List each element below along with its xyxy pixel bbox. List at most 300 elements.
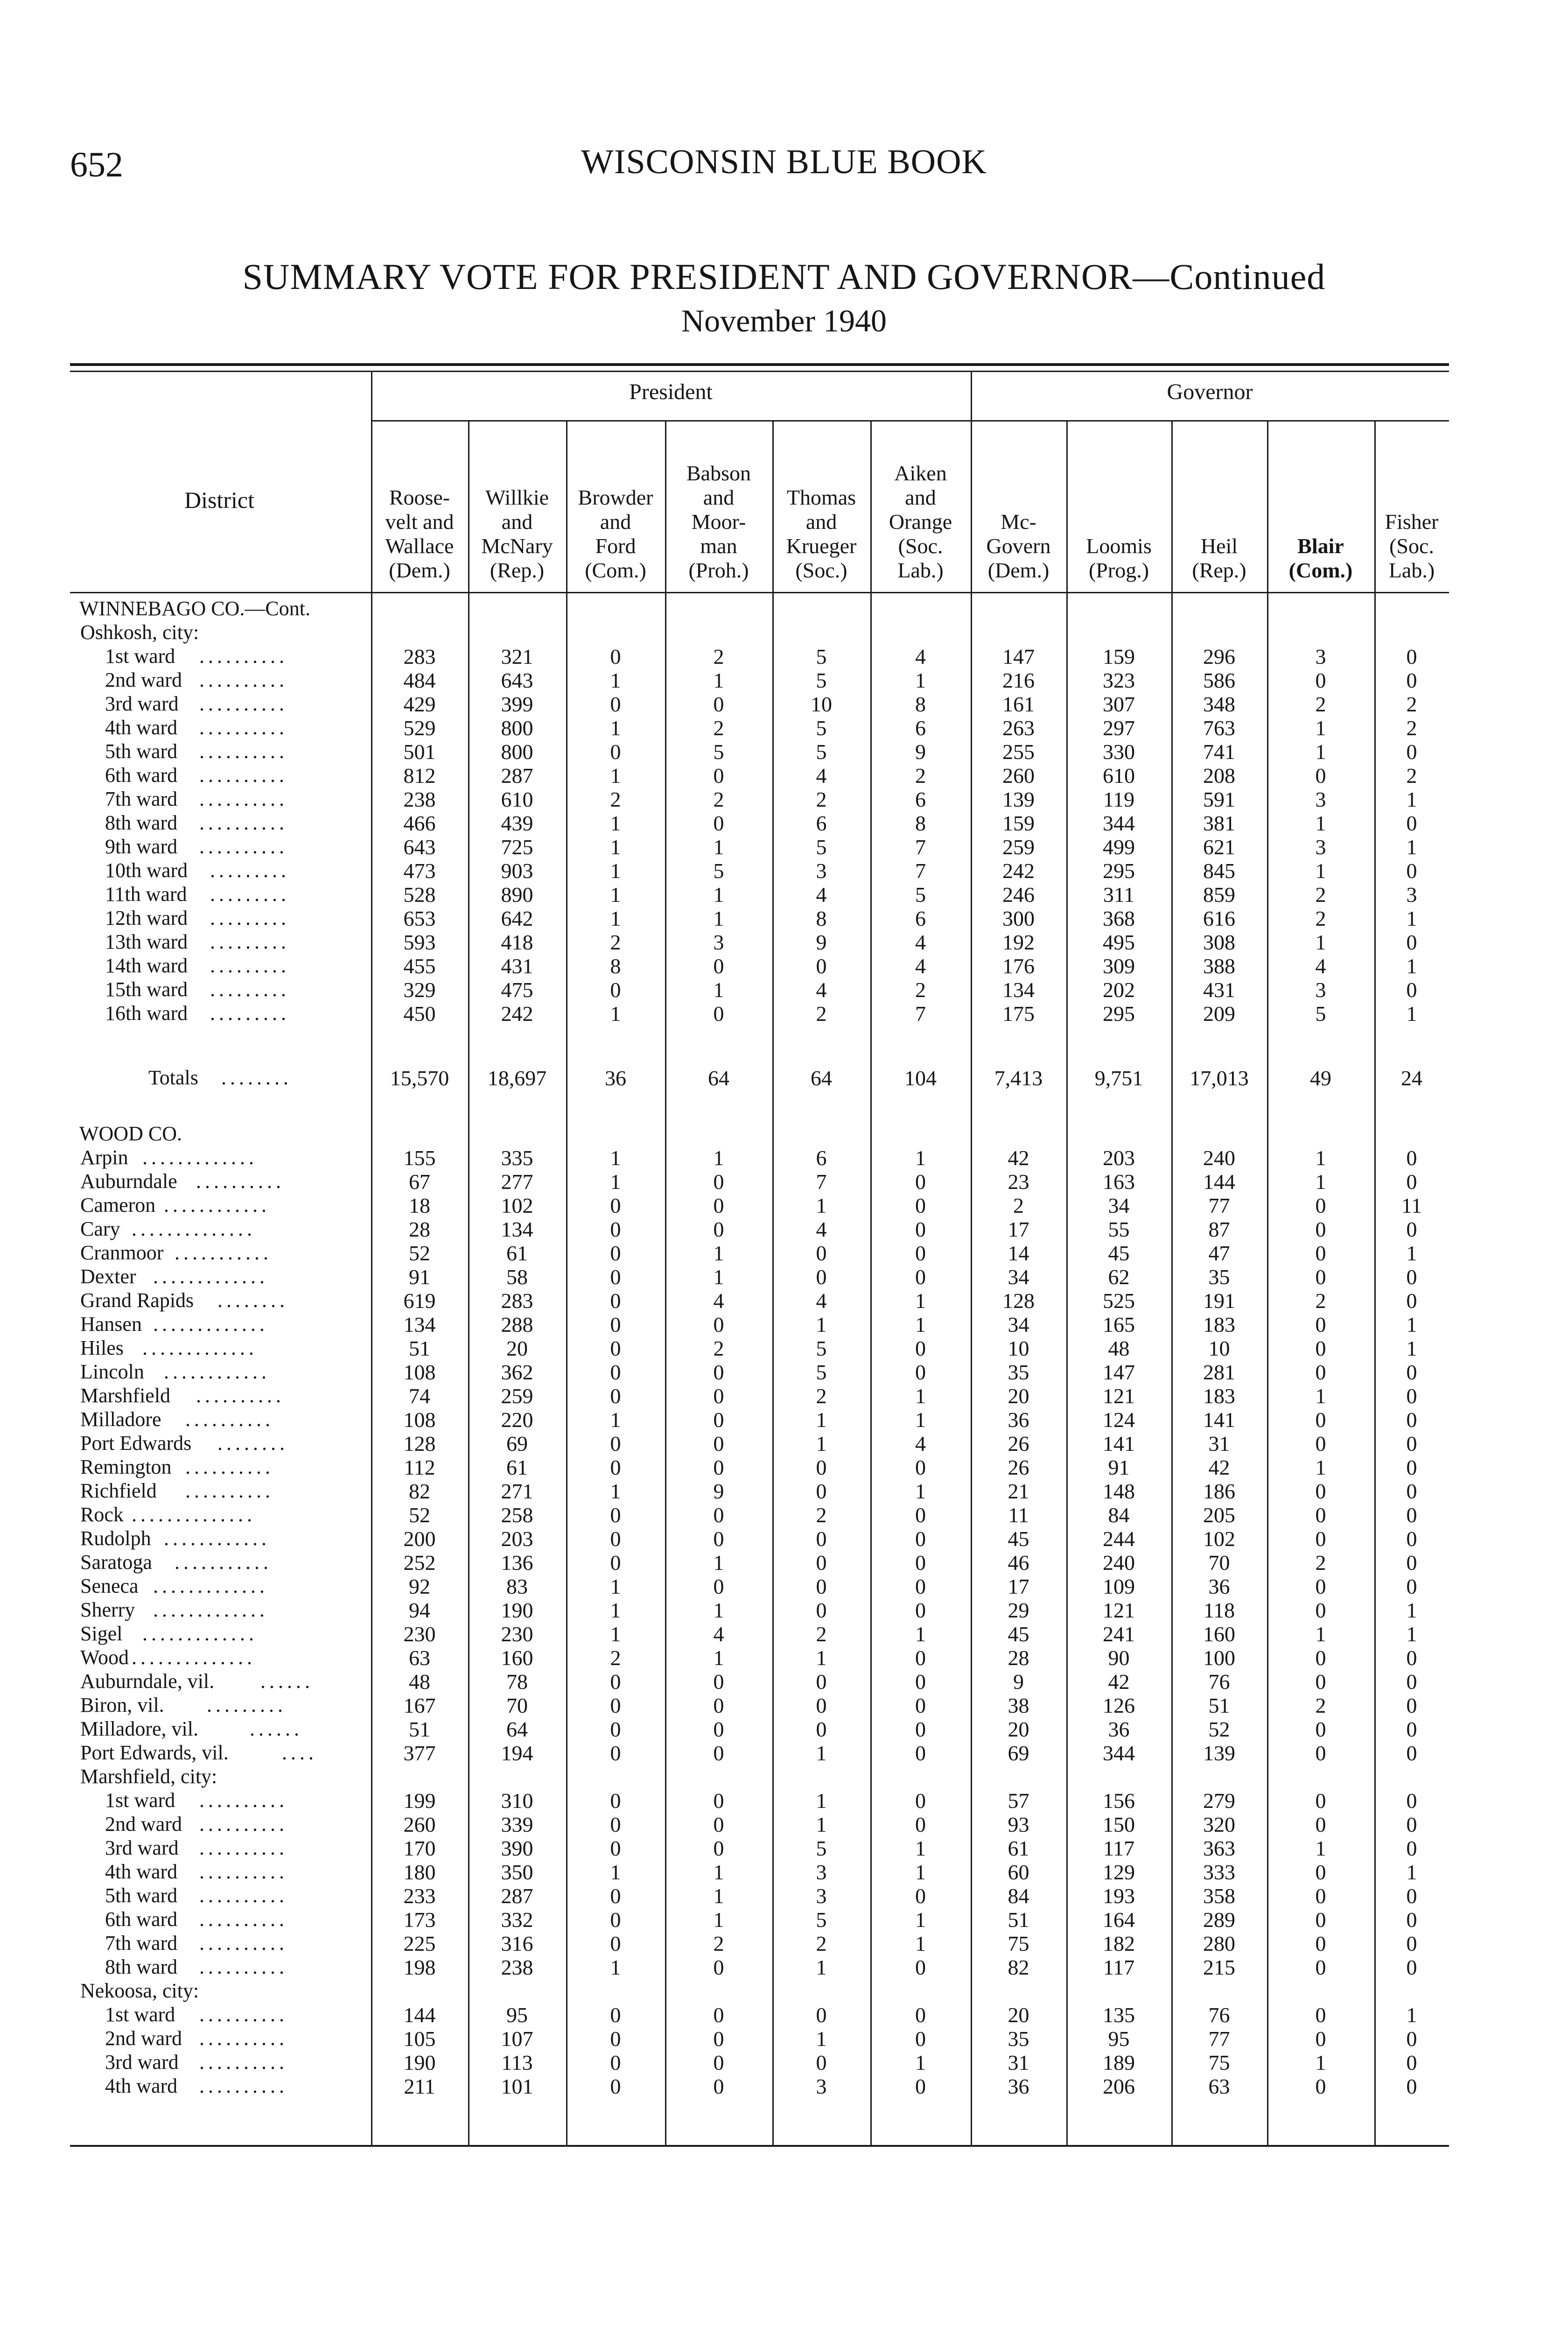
table-cell: 0	[915, 1884, 926, 1908]
table-cell: 6	[915, 787, 926, 811]
table-cell: 5	[713, 859, 724, 883]
table-cell: 118	[1203, 1598, 1235, 1622]
table-cell: 2	[1406, 716, 1417, 740]
table-cell: 0	[1406, 1455, 1417, 1479]
table-cell: 0	[1406, 1646, 1417, 1670]
table-cell: 107	[501, 2027, 533, 2051]
table-cell: 121	[1103, 1598, 1135, 1622]
table-cell: 117	[1103, 1955, 1135, 1979]
table-cell: 0	[816, 954, 827, 978]
table-cell: 399	[501, 692, 533, 716]
table-cell: 1	[816, 1813, 827, 1836]
table-cell: 198	[403, 1955, 436, 1979]
table-cell: 7	[915, 1002, 926, 1026]
table-cell: 0	[1406, 1360, 1417, 1384]
table-cell: 311	[1103, 883, 1135, 907]
table-cell: 431	[1203, 978, 1235, 1002]
dot-leader: .........	[210, 883, 290, 906]
table-cell: 1	[816, 1741, 827, 1765]
dot-leader: ..........	[199, 2027, 288, 2050]
table-cell: 48	[409, 1670, 430, 1694]
table-cell: 94	[409, 1598, 430, 1622]
table-cell: 0	[1315, 1670, 1326, 1694]
table-cell: 191	[1203, 1289, 1235, 1313]
table-cell: 621	[1203, 835, 1235, 859]
table-cell: 0	[713, 1432, 724, 1455]
table-cell: 0	[816, 1598, 827, 1622]
table-cell: 105	[403, 2027, 436, 2051]
row-label: Sherry	[80, 1598, 135, 1621]
table-cell: 333	[1203, 1860, 1235, 1884]
table-cell: 192	[1002, 930, 1035, 954]
table-cell: 95	[1108, 2027, 1130, 2051]
table-cell: 112	[404, 1455, 435, 1479]
table-cell: 82	[409, 1479, 430, 1503]
table-cell: 653	[403, 907, 436, 930]
table-cell: 0	[713, 1002, 724, 1026]
table-cell: 0	[816, 2003, 827, 2027]
table-cell: 18,697	[487, 1066, 547, 1090]
table-cell: 0	[1315, 1313, 1326, 1336]
table-cell: 332	[501, 1908, 533, 1932]
table-cell: 1	[610, 716, 621, 740]
table-cell: 0	[1406, 1836, 1417, 1860]
table-cell: 6	[915, 716, 926, 740]
table-cell: 70	[506, 1694, 528, 1717]
table-cell: 0	[610, 1694, 621, 1717]
table-cell: 643	[501, 668, 533, 692]
row-label: Nekoosa, city:	[80, 1979, 199, 2002]
table-cell: 156	[1103, 1789, 1135, 1813]
row-label: Sigel	[80, 1622, 123, 1645]
table-cell: 1	[915, 2051, 926, 2074]
table-cell: 5	[915, 883, 926, 907]
table-cell: 1	[713, 835, 724, 859]
table-cell: 173	[403, 1908, 436, 1932]
row-label: Grand Rapids	[80, 1289, 194, 1312]
table-cell: 0	[610, 1289, 621, 1313]
dot-leader: .........	[207, 1694, 287, 1716]
table-cell: 82	[1008, 1955, 1029, 1979]
row-label: 5th ward	[105, 740, 178, 763]
table-cell: 255	[1002, 740, 1035, 764]
row-label: 4th ward	[105, 716, 178, 739]
table-cell: 26	[1008, 1432, 1029, 1455]
table-cell: 339	[501, 1813, 533, 1836]
table-cell: 283	[501, 1289, 533, 1313]
table-cell: 8	[915, 811, 926, 835]
table-cell: 45	[1108, 1241, 1130, 1265]
row-label: Port Edwards	[80, 1432, 192, 1455]
table-cell: 619	[403, 1289, 436, 1313]
table-cell: 1	[1406, 1241, 1417, 1265]
rule-group	[371, 420, 1449, 422]
table-cell: 36	[1208, 1575, 1230, 1598]
table-cell: 1	[1315, 1384, 1326, 1408]
table-cell: 1	[1406, 787, 1417, 811]
table-cell: 812	[403, 764, 436, 787]
table-cell: 2	[610, 787, 621, 811]
column-header: Heil (Rep.)	[1192, 534, 1246, 582]
dot-leader: ..........	[199, 2051, 288, 2074]
dot-leader: ..........	[199, 787, 288, 810]
table-cell: 0	[1315, 1217, 1326, 1241]
table-cell: 890	[501, 883, 533, 907]
table-cell: 23	[1008, 1170, 1029, 1194]
table-cell: 3	[1315, 787, 1326, 811]
table-cell: 1	[713, 883, 724, 907]
table-cell: 0	[1406, 668, 1417, 692]
table-cell: 9	[816, 930, 827, 954]
table-cell: 0	[915, 1670, 926, 1694]
table-cell: 45	[1008, 1527, 1029, 1551]
table-cell: 52	[1208, 1717, 1230, 1741]
dot-leader: ......	[260, 1670, 314, 1693]
table-cell: 100	[1203, 1646, 1235, 1670]
table-cell: 1	[1406, 1598, 1417, 1622]
table-cell: 5	[816, 1908, 827, 1932]
table-cell: 7,413	[994, 1066, 1043, 1090]
table-cell: 129	[1103, 1860, 1135, 1884]
table-cell: 35	[1208, 1265, 1230, 1289]
table-cell: 28	[1008, 1646, 1029, 1670]
row-label: 5th ward	[105, 1884, 178, 1907]
table-cell: 1	[915, 1289, 926, 1313]
table-cell: 0	[816, 2051, 827, 2074]
table-cell: 21	[1008, 1479, 1029, 1503]
page-title: SUMMARY VOTE FOR PRESIDENT AND GOVERNOR—Continued	[242, 256, 1326, 297]
table-cell: 1	[915, 668, 926, 692]
table-cell: 0	[610, 740, 621, 764]
table-cell: 77	[1208, 1194, 1230, 1217]
table-cell: 0	[915, 1717, 926, 1741]
table-cell: 238	[403, 787, 436, 811]
table-cell: 20	[1008, 1384, 1029, 1408]
table-cell: 230	[501, 1622, 533, 1646]
table-cell: 0	[1315, 1336, 1326, 1360]
table-cell: 0	[713, 1717, 724, 1741]
table-cell: 1	[816, 1955, 827, 1979]
table-cell: 0	[713, 1527, 724, 1551]
table-cell: 0	[915, 1575, 926, 1598]
table-cell: 17	[1008, 1217, 1029, 1241]
row-label: Totals	[148, 1066, 198, 1089]
table-cell: 233	[403, 1884, 436, 1908]
table-cell: 1	[713, 1146, 724, 1170]
table-cell: 1	[713, 1241, 724, 1265]
table-cell: 329	[403, 978, 436, 1002]
book-title: WISCONSIN BLUE BOOK	[581, 143, 987, 181]
table-cell: 29	[1008, 1598, 1029, 1622]
table-cell: 0	[610, 1789, 621, 1813]
row-label: Wood	[80, 1646, 129, 1669]
table-cell: 350	[501, 1860, 533, 1884]
table-cell: 199	[403, 1789, 436, 1813]
row-label: Rudolph	[80, 1527, 151, 1550]
table-cell: 330	[1103, 740, 1135, 764]
row-label: Arpin	[80, 1146, 128, 1169]
table-cell: 189	[1103, 2051, 1135, 2074]
table-cell: 800	[501, 740, 533, 764]
column-header: Aiken and Orange (Soc. Lab.)	[889, 461, 952, 582]
table-cell: 0	[1406, 978, 1417, 1002]
table-cell: 194	[501, 1741, 533, 1765]
table-cell: 34	[1108, 1194, 1130, 1217]
table-cell: 34	[1008, 1265, 1029, 1289]
table-cell: 0	[1315, 1408, 1326, 1432]
table-cell: 1	[713, 1860, 724, 1884]
table-cell: 0	[610, 1717, 621, 1741]
table-cell: 1	[1406, 2003, 1417, 2027]
page-subtitle: November 1940	[681, 303, 887, 338]
table-cell: 190	[501, 1598, 533, 1622]
table-cell: 141	[1203, 1408, 1235, 1432]
table-cell: 2	[816, 1503, 827, 1527]
table-cell: 0	[713, 954, 724, 978]
table-cell: 1	[1315, 1622, 1326, 1646]
table-cell: 0	[915, 1503, 926, 1527]
table-cell: 220	[501, 1408, 533, 1432]
table-cell: 0	[1406, 811, 1417, 835]
table-cell: 147	[1103, 1360, 1135, 1384]
table-cell: 147	[1002, 645, 1035, 668]
table-cell: 1	[610, 764, 621, 787]
dot-leader: ..........	[185, 1479, 274, 1502]
table-cell: 0	[1315, 1265, 1326, 1289]
table-cell: 51	[1208, 1694, 1230, 1717]
table-cell: 0	[713, 1217, 724, 1241]
table-cell: 0	[915, 1551, 926, 1575]
table-cell: 0	[1315, 1789, 1326, 1813]
table-cell: 280	[1203, 1932, 1235, 1955]
table-cell: 3	[816, 2074, 827, 2098]
table-cell: 61	[506, 1455, 528, 1479]
table-cell: 1	[816, 1646, 827, 1670]
dot-leader: ..........	[196, 1170, 285, 1193]
table-cell: 1	[915, 1479, 926, 1503]
table-cell: 439	[501, 811, 533, 835]
table-cell: 0	[713, 2074, 724, 2098]
table-cell: 159	[1103, 645, 1135, 668]
column-header: Browder and Ford (Com.)	[578, 485, 653, 582]
table-cell: 335	[501, 1146, 533, 1170]
table-cell: 36	[1008, 2074, 1029, 2098]
table-cell: 0	[1315, 1503, 1326, 1527]
table-cell: 34	[1008, 1313, 1029, 1336]
row-label: WINNEBAGO CO.—Cont.	[79, 597, 310, 620]
table-cell: 9	[915, 740, 926, 764]
table-cell: 1	[915, 1932, 926, 1955]
row-label: 14th ward	[105, 954, 188, 977]
page-number: 652	[70, 145, 123, 184]
table-cell: 0	[1315, 1717, 1326, 1741]
table-cell: 0	[610, 1265, 621, 1289]
table-cell: 1	[713, 1884, 724, 1908]
table-cell: 42	[1208, 1455, 1230, 1479]
table-cell: 1	[713, 1551, 724, 1575]
table-cell: 1	[713, 668, 724, 692]
table-cell: 528	[403, 883, 436, 907]
table-cell: 5	[816, 1836, 827, 1860]
table-cell: 160	[1203, 1622, 1235, 1646]
dot-leader: ..........	[199, 811, 288, 834]
table-cell: 1	[610, 907, 621, 930]
table-cell: 5	[816, 668, 827, 692]
table-cell: 5	[1315, 1002, 1326, 1026]
table-cell: 20	[1008, 2003, 1029, 2027]
table-cell: 800	[501, 716, 533, 740]
row-label: 1st ward	[105, 2003, 175, 2026]
dot-leader: .............	[153, 1265, 268, 1288]
table-cell: 1	[915, 1384, 926, 1408]
table-cell: 70	[1208, 1551, 1230, 1575]
table-cell: 0	[915, 1241, 926, 1265]
dot-leader: .............	[153, 1313, 268, 1336]
dot-leader: ..........	[199, 2003, 288, 2026]
table-cell: 11	[1008, 1503, 1029, 1527]
table-cell: 0	[915, 1789, 926, 1813]
row-label: Cary	[80, 1217, 120, 1240]
table-cell: 1	[1315, 2051, 1326, 2074]
row-label: Hansen	[80, 1313, 142, 1336]
table-cell: 3	[1406, 883, 1417, 907]
table-cell: 0	[1406, 1932, 1417, 1955]
table-cell: 95	[506, 2003, 528, 2027]
table-cell: 52	[409, 1241, 430, 1265]
table-cell: 0	[1315, 1646, 1326, 1670]
table-cell: 35	[1008, 1360, 1029, 1384]
row-label: 6th ward	[105, 764, 178, 787]
dot-leader: ..........	[199, 1860, 288, 1883]
table-cell: 1	[1315, 930, 1326, 954]
table-cell: 0	[1406, 930, 1417, 954]
table-cell: 1	[1406, 835, 1417, 859]
table-cell: 1	[1315, 1455, 1326, 1479]
table-cell: 1	[1315, 859, 1326, 883]
column-header: Loomis (Prog.)	[1086, 534, 1152, 582]
table-cell: 209	[1203, 1002, 1235, 1026]
table-cell: 2	[915, 978, 926, 1002]
table-cell: 0	[610, 2051, 621, 2074]
table-cell: 390	[501, 1836, 533, 1860]
table-cell: 0	[610, 2074, 621, 2098]
table-cell: 215	[1203, 1955, 1235, 1979]
table-cell: 277	[501, 1170, 533, 1194]
table-cell: 134	[501, 1217, 533, 1241]
table-cell: 0	[610, 1884, 621, 1908]
table-cell: 320	[1203, 1813, 1235, 1836]
table-cell: 845	[1203, 859, 1235, 883]
table-cell: 0	[1406, 1694, 1417, 1717]
table-cell: 377	[403, 1741, 436, 1765]
table-cell: 155	[403, 1146, 436, 1170]
table-cell: 0	[610, 1217, 621, 1241]
table-cell: 190	[403, 2051, 436, 2074]
table-cell: 83	[506, 1575, 528, 1598]
table-cell: 241	[1103, 1622, 1135, 1646]
row-label: Cameron	[80, 1194, 156, 1216]
row-label: 13th ward	[105, 930, 188, 953]
row-label: Auburndale	[80, 1170, 177, 1193]
table-cell: 4	[713, 1289, 724, 1313]
rule-top-thick	[70, 363, 1449, 366]
table-cell: 0	[610, 1360, 621, 1384]
dot-leader: ..........	[199, 668, 288, 691]
table-cell: 289	[1203, 1908, 1235, 1932]
table-cell: 42	[1008, 1146, 1029, 1170]
table-cell: 0	[610, 1670, 621, 1694]
table-cell: 38	[1008, 1694, 1029, 1717]
table-cell: 525	[1103, 1289, 1135, 1313]
table-cell: 859	[1203, 883, 1235, 907]
table-cell: 51	[409, 1336, 430, 1360]
table-cell: 431	[501, 954, 533, 978]
table-cell: 358	[1203, 1884, 1235, 1908]
table-cell: 1	[713, 1646, 724, 1670]
table-cell: 108	[403, 1408, 436, 1432]
table-cell: 642	[501, 907, 533, 930]
table-cell: 126	[1103, 1694, 1135, 1717]
table-cell: 1	[1315, 1170, 1326, 1194]
table-cell: 0	[1406, 645, 1417, 668]
rule-top-thin	[70, 371, 1449, 372]
table-cell: 0	[713, 1694, 724, 1717]
table-cell: 0	[816, 1479, 827, 1503]
table-cell: 206	[1103, 2074, 1135, 2098]
table-cell: 3	[1315, 645, 1326, 668]
table-cell: 3	[1315, 978, 1326, 1002]
table-cell: 1	[610, 1575, 621, 1598]
table-cell: 4	[915, 645, 926, 668]
table-cell: 0	[915, 1598, 926, 1622]
table-cell: 91	[409, 1265, 430, 1289]
row-label: 9th ward	[105, 835, 178, 858]
table-cell: 128	[403, 1432, 436, 1455]
table-cell: 2	[816, 787, 827, 811]
row-label: 2nd ward	[105, 2027, 182, 2050]
table-cell: 1	[1406, 1002, 1417, 1026]
table-cell: 36	[1108, 1717, 1130, 1741]
table-cell: 4	[1315, 954, 1326, 978]
table-cell: 279	[1203, 1789, 1235, 1813]
table-cell: 77	[1208, 2027, 1230, 2051]
table-cell: 0	[1406, 1384, 1417, 1408]
dot-leader: .........	[210, 859, 290, 882]
table-cell: 0	[816, 1455, 827, 1479]
table-cell: 139	[1203, 1741, 1235, 1765]
table-cell: 47	[1208, 1241, 1230, 1265]
table-cell: 0	[1315, 2003, 1326, 2027]
table-cell: 0	[915, 1646, 926, 1670]
row-label: 6th ward	[105, 1908, 178, 1931]
table-cell: 1	[610, 1408, 621, 1432]
table-cell: 0	[915, 2074, 926, 2098]
column-header: Mc- Govern (Dem.)	[986, 510, 1051, 582]
dot-leader: ..........	[199, 1789, 288, 1812]
table-cell: 593	[403, 930, 436, 954]
table-cell: 58	[506, 1265, 528, 1289]
table-cell: 26	[1008, 1455, 1029, 1479]
table-cell: 307	[1103, 692, 1135, 716]
table-cell: 1	[610, 1170, 621, 1194]
row-label: Rock	[80, 1503, 124, 1526]
table-cell: 1	[915, 1622, 926, 1646]
table-cell: 0	[713, 1170, 724, 1194]
table-cell: 429	[403, 692, 436, 716]
dot-leader: ....	[282, 1741, 317, 1764]
table-cell: 175	[1002, 1002, 1035, 1026]
table-cell: 6	[915, 907, 926, 930]
